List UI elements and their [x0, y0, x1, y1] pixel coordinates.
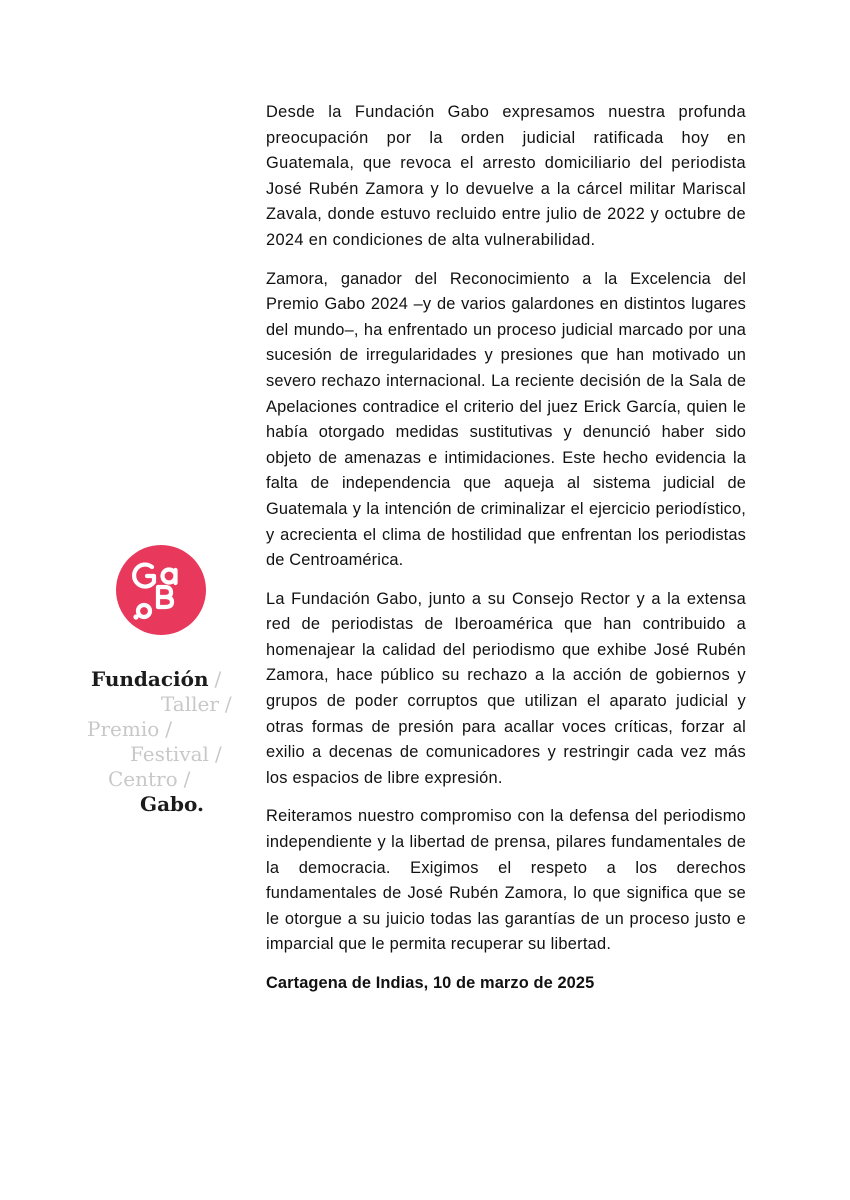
wordmark-centro: Centro [108, 767, 178, 791]
wordmark-fundacion: Fundación [91, 667, 209, 691]
wordmark-taller: Taller [161, 692, 219, 716]
statement-paragraph: Reiteramos nuestro compromiso con la defensa del periodismo independiente y la libertad de prensa, pilares fundamentales de la democracia. Exigimos el respeto a los derechos fundamentales de José Rubén Zamora, lo que significa que se le otorgue a su juicio todas las garantías de un proceso justo e imparcial que le permita recuperar su libertad. [266, 807, 746, 954]
signoff-place-date: Cartagena de Indias, 10 de marzo de 2025 [266, 974, 595, 992]
wordmark-line-festival [82, 742, 242, 767]
wordmark-slash: / [224, 692, 232, 716]
wordmark-festival: Festival [130, 742, 209, 766]
statement-paragraph: Zamora, ganador del Reconocimiento a la Excelencia del Premio Gabo 2024 –y de varios galardones en distintos lugares del mundo–, ha enfrentado un proceso judicial marcado por una sucesión de irregularidades y presiones que han motivado un severo rechazo internacional. La reciente decisión de la Sala de Apelaciones contradice el criterio del juez Erick García, quien le había otorgado medidas sustitutivas y denunció haber sido objeto de amenazas e intimidaciones. Este hecho evidencia la falta de independencia que aqueja al sistema judicial de Guatemala y la intención de criminalizar el ejercicio periodístico, y acrecienta el clima de hostilidad que enfrentan los periodistas de Centroamérica. [266, 269, 746, 570]
wordmark-slash: / [165, 717, 173, 741]
wordmark-line-premio [82, 717, 242, 742]
wordmark-slash: / [214, 667, 222, 691]
wordmark-line-gabo [82, 792, 242, 817]
wordmark-line-centro [82, 767, 242, 792]
statement-paragraph: Desde la Fundación Gabo expresamos nuestra profunda preocupación por la orden judicial ratificada hoy en Guatemala, que revoca el arresto domiciliario del periodista José Rubén Zamora y lo devuelve a la cárcel militar Mariscal Zavala, donde estuvo recluido entre julio de 2022 y octubre de 2024 en condiciones de alta vulnerabilidad. [266, 103, 746, 249]
statement-paragraph: La Fundación Gabo, junto a su Consejo Rector y a la extensa red de periodistas de Iberoamérica que han contribuido a homenajear la calidad del periodismo que exhibe José Rubén Zamora, hace público su rechazo a la acción de gobiernos y grupos de poder corruptos que utilizan el aparato judicial y otras formas de presión para acallar voces críticas, forzar al exilio a decenas de comunicadores y restringir cada vez más los espacios de libre expresión. [266, 589, 746, 787]
wordmark-slash: / [214, 742, 222, 766]
wordmark-line-taller [82, 692, 242, 717]
foundation-wordmark [82, 667, 242, 817]
fundacion-gabo-logo [114, 543, 208, 637]
wordmark-line-fundacion [82, 667, 242, 692]
wordmark-premio: Premio [87, 717, 160, 741]
statement-body [266, 100, 746, 997]
wordmark-gabo: Gabo. [140, 792, 204, 816]
wordmark-slash: / [183, 767, 191, 791]
